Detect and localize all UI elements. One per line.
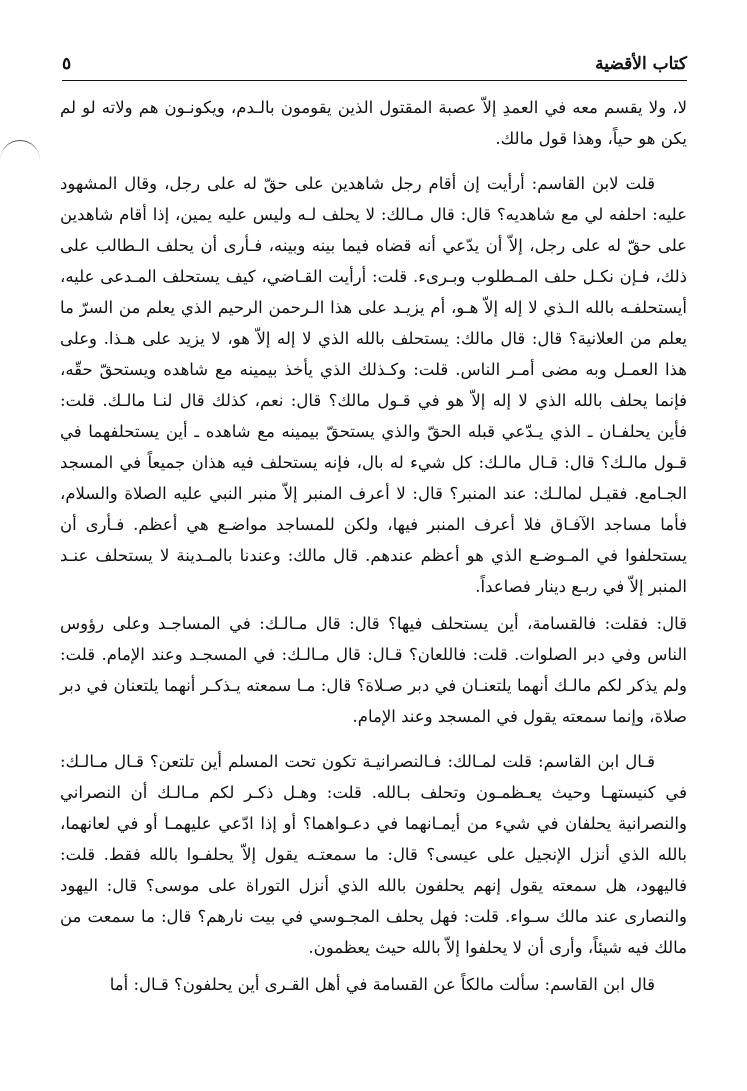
paragraph: قلت لابن القاسم: أرأيت إن أقام رجل شاهدين على حقّ له على رجل، وقال المشهود عليه: احلفه لي مع شاهديه؟ قال: قال مـالك: لا يحلف لـه وليس عليه يمين، إذا أقام شاهدين على حقّ له على رجل، إلاّ أن يدّعي أنه قضاه فيما بينه وبينه، فـأرى أن يحلف الـطالب على ذلك، فـإن نكـل حلف المـطلوب وبـرىء. قلت: أرأيت القـاضي، كيف يستحلف المـدعى عليه، أيستحلفـه بالله الـذي لا إله إلاّ هـو، أم يزيـد على هذا الـرحمن الرحيم الذي يعلم من السرّ ما يعلم من العلانية؟ قال: قال مالك: يستحلف بالله الذي لا إله إلاّ هو، لا يزيد على هـذا. وعلى هذا العمـل وبه مضى أمـر الناس. قلت: وكـذلك الذي يأخذ بيمينه مع شاهده ويستحقّ حقّه، فإنما يحلف بالله الذي لا إله إلاّ هو في قـول مالك؟ قال: نعم، كذلك قال لنـا مالـك. قلت: فأين يحلفـان ـ الذي يـدّعي قبله الحقّ والذي يستحقّ بيمينه مع شاهده ـ أين يستحلفهما في قـول مالـك؟ قال: قـال مالـك: كل شيء له بال، فإنه يستحلف فيه هذان جميعاً في المسجد الجـامع. فقيـل لمالـك: عند المنبر؟ قال: لا أعرف المنبر إلاّ منبر النبي عليه الصلاة والسلام، فأما مساجد الآفـاق فلا أعرف المنبر فيها، ولكن للمساجد مواضـع هي أعظم. فـأرى أن يستحلفوا في المـوضـع الذي هو أعظم عندهم. قال مالك: وعندنا بالمـدينة لا يستحلف عنـد المنبر إلاّ في ربـع دينار فصاعداً. <box>60 174 687 596</box>
header-rule <box>62 80 687 81</box>
page-number: ٥ <box>62 54 72 74</box>
page-body <box>60 92 687 1000</box>
scan-edge-mark <box>0 140 40 165</box>
page-header <box>62 44 687 74</box>
paragraph: قـال ابن القاسم: قلت لمـالك: فـالنصرانيـة تكون تحت المسلم أين تلتعن؟ قـال مـالـك: في كنيستهـا وحيث يعـظمـون وتحلف بـالله. قلت: وهـل ذكـر لكم مـالـك أن النصراني والنصرانية يحلفان في شيء من أيمـانهما في دعـواهما؟ أو إذا ادّعي عليهمـا أو في لعانهما، بالله الذي أنزل الإنجيل على عيسى؟ قال: ما سمعتـه يقول إلاّ يحلفـوا بالله فقط. قلت: فاليهود، هل سمعته يقول إنهم يحلفون بالله الذي أنزل التوراة على موسى؟ قال: اليهود والنصارى عند مالك سـواء. قلت: فهل يحلف المجـوسي في بيت نارهم؟ قال: ما سمعت من مالك فيه شيئاً، وأرى أن لا يحلفوا إلاّ بالله حيث يعظمون. <box>60 752 688 957</box>
paragraph: لا، ولا يقسم معه في العمدِ إلاّ عصبة المقتول الذين يقومون بالـدم، ويكونـون هم ولاته لو لم يكن هو حياً، وهذا قول مالك. <box>60 98 687 148</box>
paragraph: قال: فقلت: فالقسامة، أين يستحلف فيها؟ قال: قال مـالـك: في المساجـد وعلى رؤوس الناس وفي دبر الصلوات. قلت: فاللعان؟ قـال: قال مـالـك: في المسجـد وعند الإمام. قلت: ولم يذكر لكم مالـك أنهما يلتعنـان في دبر صـلاة؟ قال: مـا سمعته يـذكـر أنهما يلتعنان في دبر صلاة، وإنما سمعته يقول في المسجد وعند الإمام. <box>60 614 687 726</box>
paragraph: قال ابن القاسم: سألت مالكاً عن القسامة في أهل القـرى أين يحلفون؟ قـال: أما <box>109 975 655 994</box>
book-title: كتاب الأقضية <box>595 54 687 74</box>
